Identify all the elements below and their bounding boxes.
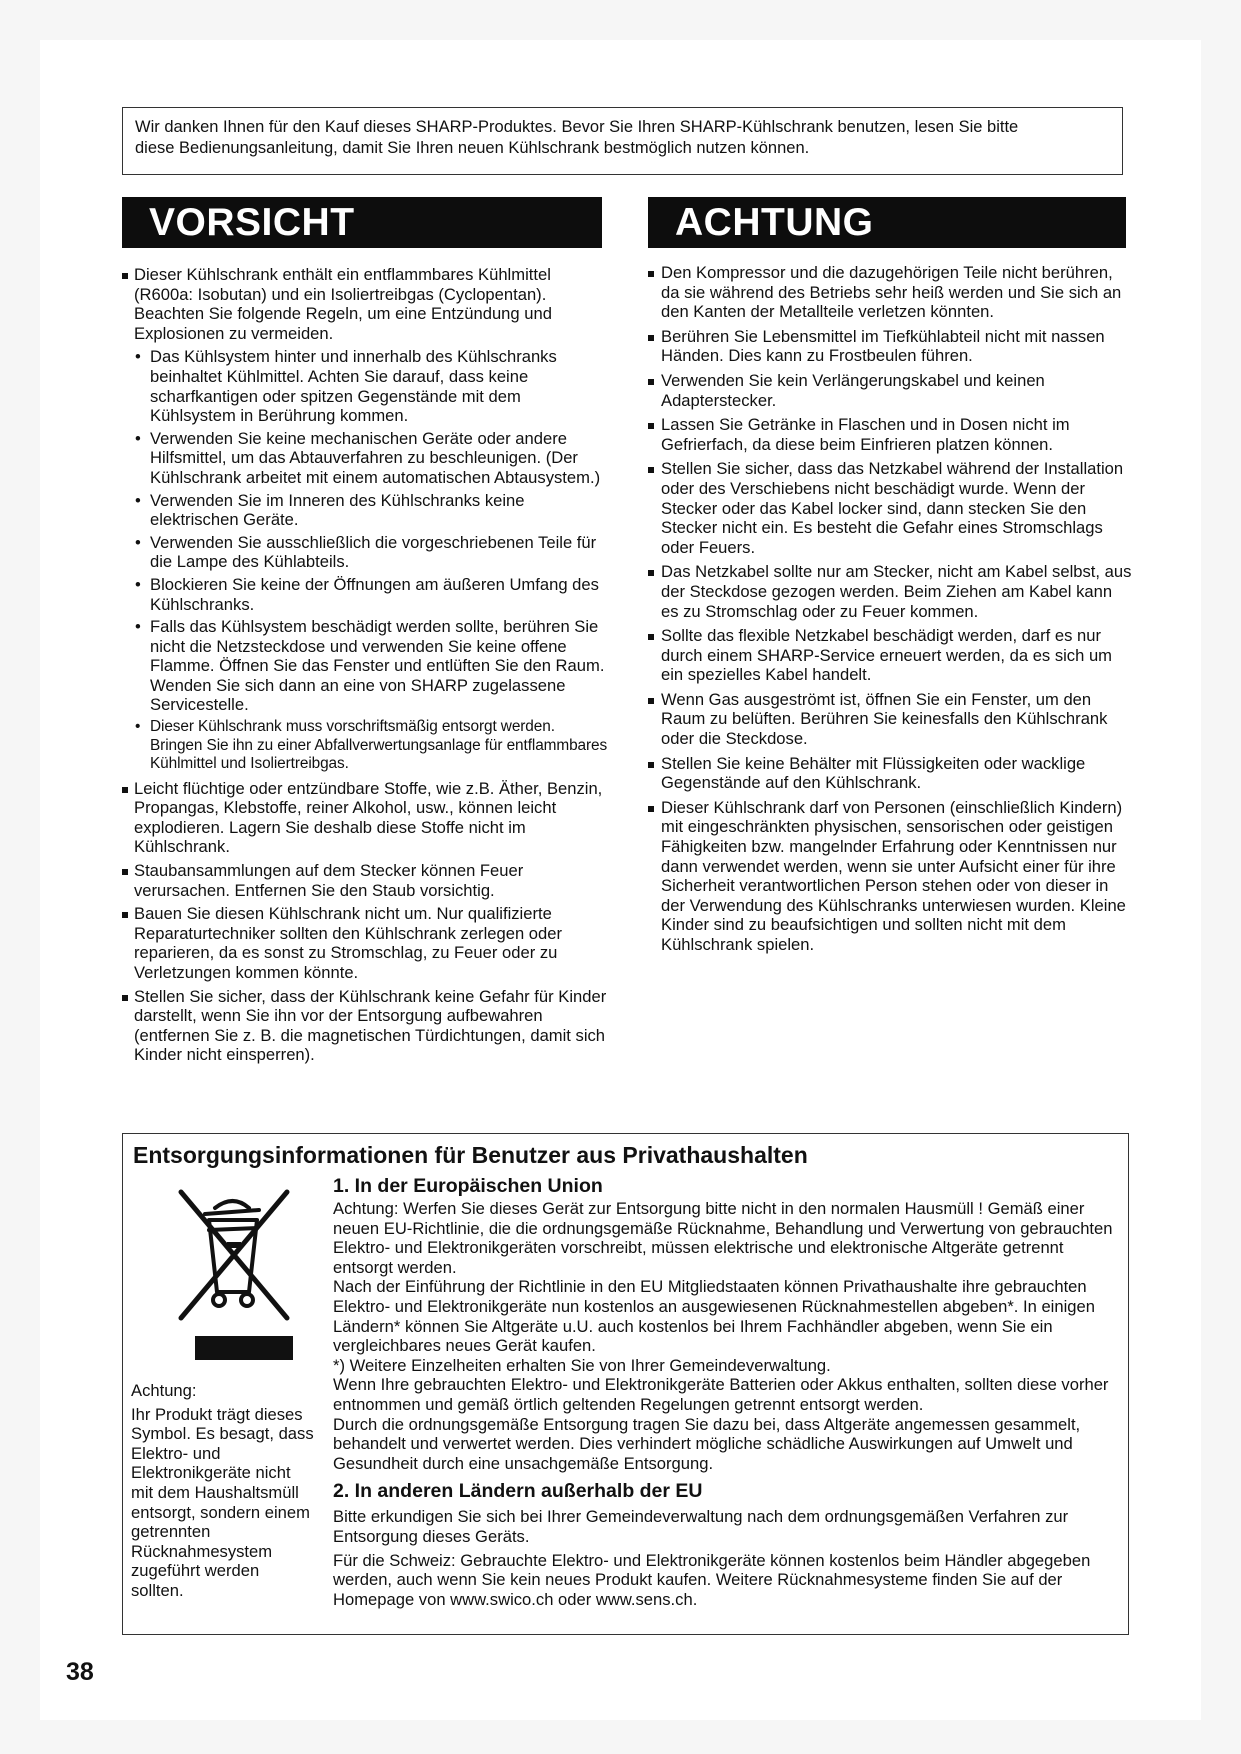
vorsicht-item-text: Leicht flüchtige oder entzündbare Stoffe, wie z.B. Äther, Benzin, Propangas, Klebstoffe, reiner Alkohol, usw., können leicht explodieren. Lagern Sie deshalb diese Stoffe nicht im Kühlschrank. — [134, 778, 603, 857]
bullet-dot-icon: • — [135, 532, 141, 552]
bullet-square-icon — [648, 467, 654, 473]
bullet-dot-icon: • — [135, 718, 141, 736]
disposal-paragraph: Bitte erkundigen Sie sich bei Ihrer Gemeindeverwaltung nach dem ordnungsgemäßen Verfahren zur Entsorgung dieses Geräts. — [333, 1507, 1069, 1546]
bullet-square-icon — [122, 787, 128, 793]
vorsicht-sub-item — [122, 533, 610, 572]
bullet-dot-icon: • — [135, 347, 141, 367]
vorsicht-banner: VORSICHT — [122, 197, 602, 248]
crossed-out-bin-icon — [153, 1184, 313, 1374]
vorsicht-sub-text: Verwenden Sie ausschließlich die vorgeschriebenen Teile für die Lampe des Kühlabteils. — [150, 532, 597, 572]
disposal-title: Entsorgungsinformationen für Benutzer aus Privathaushalten — [133, 1142, 808, 1168]
achtung-banner: ACHTUNG — [648, 197, 1126, 248]
disposal-paragraph: Wenn Ihre gebrauchten Elektro- und Elektronikgeräte Batterien oder Akkus enthalten, sollten diese vorher entnommen und gemäß örtlich geltenden Regelungen getrennt entsorgt werden. — [333, 1375, 1109, 1414]
achtung-item — [648, 562, 1134, 621]
achtung-item-text: Berühren Sie Lebensmittel im Tiefkühlabteil nicht mit nassen Händen. Dies kann zu Frostbeulen führen. — [661, 326, 1105, 366]
achtung-item — [648, 798, 1134, 955]
bullet-square-icon — [122, 995, 128, 1001]
vorsicht-sub-item — [122, 491, 610, 530]
bullet-square-icon — [122, 912, 128, 918]
disposal-paragraph: *) Weitere Einzelheiten erhalten Sie von Ihrer Gemeindeverwaltung. — [333, 1355, 831, 1375]
vorsicht-sub-text: Verwenden Sie im Inneren des Kühlschranks keine elektrischen Geräte. — [150, 490, 525, 530]
disposal-main-text — [333, 1174, 1123, 1609]
bullet-dot-icon: • — [135, 428, 141, 448]
bullet-square-icon — [648, 423, 654, 429]
achtung-item-text: Das Netzkabel sollte nur am Stecker, nicht am Kabel selbst, aus der Steckdose gezogen werden. Beim Ziehen am Kabel kann es zu Stromschlag oder zu Feuer kommen. — [661, 562, 1132, 621]
achtung-item-text: Stellen Sie sicher, dass das Netzkabel während der Installation oder des Verschiebens nicht beschädigt wurde. Wenn der Stecker oder das Kabel locker sind, dann stecken Sie den Stecker nicht ein. Es besteht die Gefahr eines Stromschlags oder Feuers. — [661, 459, 1124, 557]
vorsicht-sub-list — [122, 347, 610, 773]
bullet-square-icon — [648, 335, 654, 341]
bullet-square-icon — [122, 869, 128, 875]
vorsicht-sub-text: Falls das Kühlsystem beschädigt werden sollte, berühren Sie nicht die Netzsteckdose und verwenden Sie keine offene Flamme. Öffnen Sie das Fenster und entlüften Sie den Raum. Wenden Sie sich dann an eine von SHARP zugelassene Servicestelle. — [150, 617, 605, 715]
disposal-paragraph: Für die Schweiz: Gebrauchte Elektro- und Elektronikgeräte können kostenlos beim Händler abgegeben werden, auch wenn Sie kein neues Produkt kaufen. Weitere Rücknahmesysteme finden Sie auf der Homepage von www.swico.ch oder www.sens.ch. — [333, 1550, 1091, 1609]
non-eu-heading: 2. In anderen Ländern außerhalb der EU — [333, 1480, 703, 1503]
achtung-item-text: Verwenden Sie kein Verlängerungskabel und keinen Adapterstecker. — [661, 370, 1045, 410]
vorsicht-item-text: Dieser Kühlschrank enthält ein entflammbares Kühlmittel (R600a: Isobutan) und ein Isoliertreibgas (Cyclopentan). Beachten Sie folgende Regeln, um eine Entzündung und Explosionen zu vermeiden. — [134, 265, 552, 343]
eu-heading: 1. In der Europäischen Union — [333, 1175, 603, 1197]
disposal-info-box — [122, 1133, 1129, 1635]
bullet-square-icon — [648, 762, 654, 768]
side-note-heading: Achtung: — [131, 1381, 197, 1400]
achtung-item-text: Stellen Sie keine Behälter mit Flüssigkeiten oder wacklige Gegenstände auf den Kühlschrank. — [661, 753, 1086, 793]
bullet-square-icon — [648, 570, 654, 576]
vorsicht-item-text: Stellen Sie sicher, dass der Kühlschrank keine Gefahr für Kinder darstellt, wenn Sie ihn vor der Entsorgung aufbewahren (entfernen Sie z. B. die magnetischen Türdichtungen, damit sich Kinder nicht einsperren). — [134, 986, 607, 1065]
vorsicht-item-text: Staubansammlungen auf dem Stecker können Feuer verursachen. Entfernen Sie den Staub vorsichtig. — [134, 860, 524, 900]
vorsicht-sub-item — [122, 718, 610, 774]
achtung-item — [648, 626, 1134, 685]
vorsicht-sub-text: Blockieren Sie keine der Öffnungen am äußeren Umfang des Kühlschranks. — [150, 574, 599, 614]
bullet-square-icon — [648, 634, 654, 640]
page-number: 38 — [66, 1658, 94, 1686]
intro-line-2: diese Bedienungsanleitung, damit Sie Ihren neuen Kühlschrank bestmöglich nutzen können. — [135, 139, 810, 157]
vorsicht-sub-text: Dieser Kühlschrank muss vorschriftsmäßig entsorgt werden. Bringen Sie ihn zu einer Abfallverwertungsanlage für entflammbares Kühlmittel und Isoliertreibgas. — [150, 718, 608, 773]
achtung-item-text: Sollte das flexible Netzkabel beschädigt werden, darf es nur durch einem SHARP-Service erneuert werden, da es sich um ein spezielles Kabel handelt. — [661, 626, 1112, 685]
vorsicht-item — [122, 987, 610, 1065]
achtung-column — [648, 263, 1134, 960]
bullet-dot-icon: • — [135, 574, 141, 594]
vorsicht-sub-text: Verwenden Sie keine mechanischen Geräte oder andere Hilfsmittel, um das Abtauverfahren zu beschleunigen. (Der Kühlschrank arbeitet mit einem automatischen Abtausystem.) — [150, 428, 601, 487]
bullet-dot-icon: • — [135, 617, 141, 637]
vorsicht-item — [122, 861, 610, 900]
vorsicht-item — [122, 779, 610, 857]
disposal-paragraph: Durch die ordnungsgemäße Entsorgung tragen Sie dazu bei, dass Altgeräte angemessen gesammelt, behandelt und verwertet werden. Dies verhindert mögliche schädliche Auswirkungen auf Umwelt und Gesundheit durch eine unsachgemäße Entsorgung. — [333, 1414, 1081, 1473]
achtung-item — [648, 263, 1134, 322]
vorsicht-item — [122, 904, 610, 982]
disposal-paragraph: Nach der Einführung der Richtlinie in den EU Mitgliedstaaten können Privathaushalte ihre gebrauchten Elektro- und Elektronikgeräte nun kostenlos an ausgewiesenen Rücknahmestellen abgeben*. In einigen Ländern* können Sie Altgeräte u.U. auch kostenlos bei Ihrem Fachhändler abgeben, wenn Sie ein vergleichbares neues Gerät kaufen. — [333, 1277, 1095, 1356]
achtung-item-text: Wenn Gas ausgeströmt ist, öffnen Sie ein Fenster, um den Raum zu belüften. Berühren Sie keinesfalls den Kühlschrank oder die Steckdose. — [661, 689, 1108, 749]
disposal-paragraph: Achtung: Werfen Sie dieses Gerät zur Entsorgung bitte nicht in den normalen Hausmüll ! Gemäß einer neuen EU-Richtlinie, die die ordnungsgemäße Rücknahme, Behandlung und Verwertung von gebrauchten Elektro- und Elektronikgeräten vorschreibt, müssen elektrische und elektronische Altgeräte getrennt entsorgt werden. — [333, 1199, 1113, 1277]
intro-line-1: Wir danken Ihnen für den Kauf dieses SHARP-Produktes. Bevor Sie Ihren SHARP-Kühlschrank benutzen, lesen Sie bitte — [135, 118, 1019, 136]
bullet-square-icon — [648, 379, 654, 385]
bullet-square-icon — [648, 698, 654, 704]
intro-box — [122, 107, 1123, 175]
bullet-square-icon — [122, 273, 128, 279]
bullet-dot-icon: • — [135, 490, 141, 510]
bullet-square-icon — [648, 271, 654, 277]
disposal-side-note — [131, 1381, 316, 1605]
bullet-square-icon — [648, 806, 654, 812]
vorsicht-column — [122, 265, 610, 1069]
achtung-item-text: Dieser Kühlschrank darf von Personen (einschließlich Kindern) mit eingeschränkten physischen, sensorischen oder geistigen Fähigkeiten bzw. mangelnder Erfahrung oder Kenntnissen nur dann verwendet werden, wenn sie unter Aufsicht einer für ihre Sicherheit verantwortlichen Person stehen oder von dieser in der Verwendung des Kühlschranks unterwiesen wurden. Kleine Kinder sind zu beaufsichtigen und sollten nicht mit dem Kühlschrank spielen. — [661, 797, 1126, 954]
achtung-item — [648, 690, 1134, 749]
achtung-item — [648, 327, 1134, 366]
vorsicht-sub-text: Das Kühlsystem hinter und innerhalb des Kühlschranks beinhaltet Kühlmittel. Achten Sie darauf, dass keine scharfkantigen oder spitzen Gegenstände mit dem Kühlsystem in Berührung kommen. — [150, 347, 557, 426]
side-note-text: Ihr Produkt trägt dieses Symbol. Es besagt, dass Elektro- und Elektronikgeräte nicht mit dem Haushaltsmüll entsorgt, sondern einem getrennten Rücknahmesystem zugeführt werden sollten. — [131, 1404, 314, 1600]
vorsicht-sub-item — [122, 575, 610, 614]
vorsicht-sub-item — [122, 347, 610, 425]
achtung-item — [648, 459, 1134, 557]
achtung-item-text: Den Kompressor und die dazugehörigen Teile nicht berühren, da sie während des Betriebs sehr heiß werden und Sie sich an den Kanten der Metallteile verletzen könnten. — [661, 263, 1122, 322]
vorsicht-sub-item — [122, 429, 610, 488]
achtung-item — [648, 371, 1134, 410]
achtung-item-text: Lassen Sie Getränke in Flaschen und in Dosen nicht im Gefrierfach, da diese beim Einfrieren platzen können. — [661, 415, 1070, 454]
vorsicht-item — [122, 265, 610, 343]
vorsicht-item-text: Bauen Sie diesen Kühlschrank nicht um. Nur qualifizierte Reparaturtechniker sollten den Kühlschrank zerlegen oder reparieren, da es sonst zu Stromschlag, zu Feuer oder zu Verletzungen kommen könnte. — [134, 904, 563, 982]
vorsicht-sub-item — [122, 617, 610, 715]
achtung-item — [648, 415, 1134, 454]
achtung-item — [648, 754, 1134, 793]
